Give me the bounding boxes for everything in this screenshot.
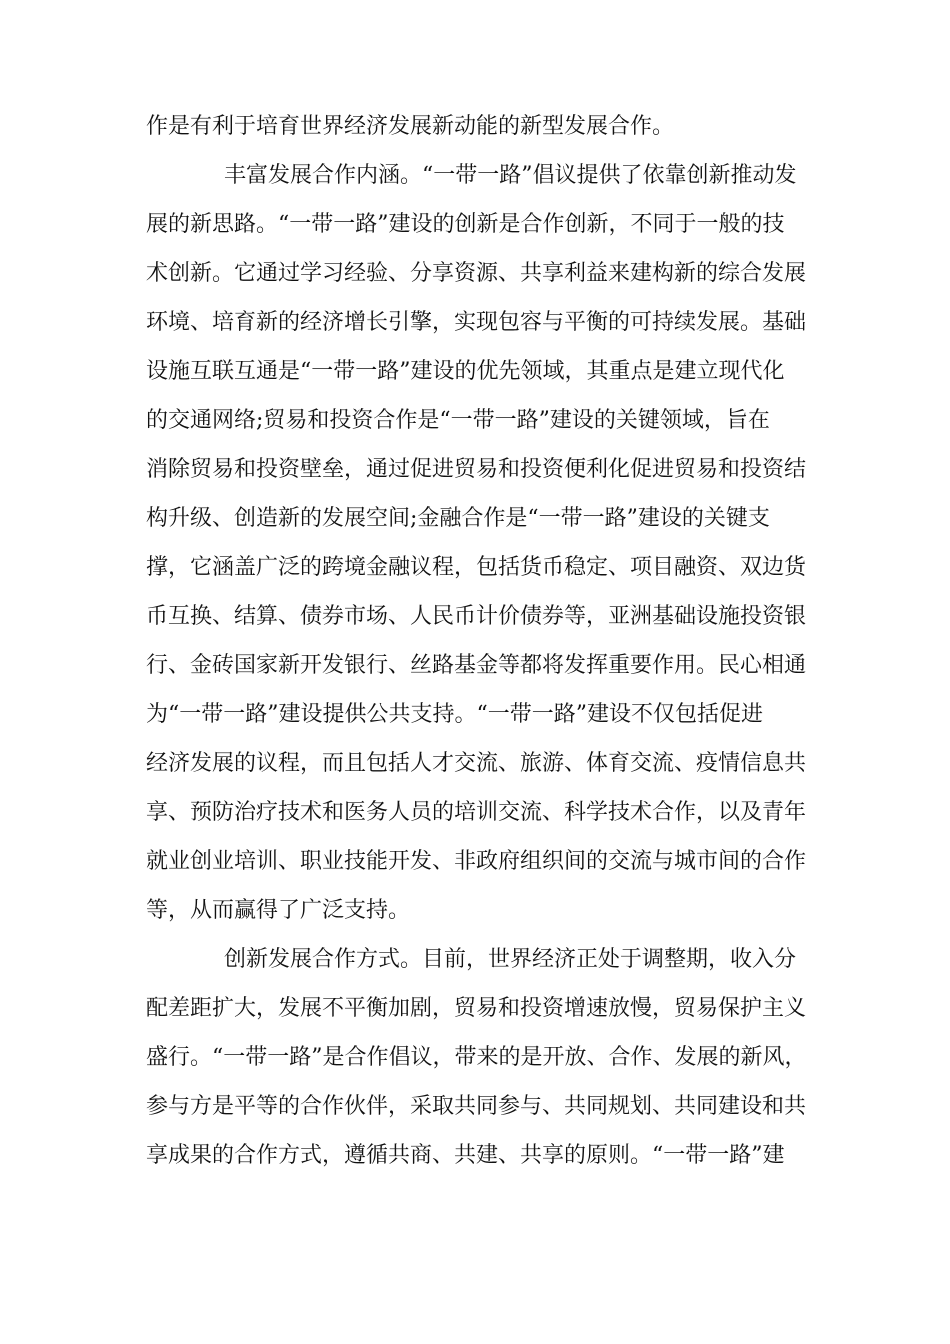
- text-line: 作是有利于培育世界经济发展新动能的新型发展合作。: [146, 114, 675, 139]
- text-line: 等，从而赢得了广泛支持。: [146, 898, 411, 923]
- paragraph-start-line: 丰富发展合作内涵。“一带一路”倡议提供了依靠创新推动发: [224, 163, 797, 188]
- text-line: 参与方是平等的合作伙伴，采取共同参与、共同规划、共同建设和共: [146, 1094, 807, 1119]
- text-line: 术创新。它通过学习经验、分享资源、共享利益来建构新的综合发展: [146, 261, 807, 286]
- text-line: 币互换、结算、债券市场、人民币计价债券等，亚洲基础设施投资银: [146, 604, 807, 629]
- paragraph-start-line: 创新发展合作方式。目前，世界经济正处于调整期，收入分: [224, 947, 797, 972]
- text-line: 的交通网络;贸易和投资合作是“一带一路”建设的关键领域，旨在: [146, 408, 770, 433]
- text-line: 撑，它涵盖广泛的跨境金融议程，包括货币稳定、项目融资、双边货: [146, 555, 807, 580]
- text-line: 享、预防治疗技术和医务人员的培训交流、科学技术合作，以及青年: [146, 800, 807, 825]
- text-line: 为“一带一路”建设提供公共支持。“一带一路”建设不仅包括促进: [146, 702, 763, 727]
- text-line: 就业创业培训、职业技能开发、非政府组织间的交流与城市间的合作: [146, 849, 807, 874]
- text-line: 行、金砖国家新开发银行、丝路基金等都将发挥重要作用。民心相通: [146, 653, 807, 678]
- body-text: [146, 102, 826, 1180]
- text-line: 构升级、创造新的发展空间;金融合作是“一带一路”建设的关键支: [146, 506, 770, 531]
- text-line: 环境、培育新的经济增长引擎，实现包容与平衡的可持续发展。基础: [146, 310, 807, 335]
- text-line: 消除贸易和投资壁垒，通过促进贸易和投资便利化促进贸易和投资结: [146, 457, 807, 482]
- text-line: 配差距扩大，发展不平衡加剧，贸易和投资增速放慢，贸易保护主义: [146, 996, 807, 1021]
- text-line: 享成果的合作方式，遵循共商、共建、共享的原则。“一带一路”建: [146, 1143, 785, 1168]
- text-line: 经济发展的议程，而且包括人才交流、旅游、体育交流、疫情信息共: [146, 751, 807, 776]
- text-line: 盛行。“一带一路”是合作倡议，带来的是开放、合作、发展的新风，: [146, 1045, 807, 1070]
- text-line: 展的新思路。“一带一路”建设的创新是合作创新，不同于一般的技: [146, 212, 785, 237]
- text-line: 设施互联互通是“一带一路”建设的优先领域，其重点是建立现代化: [146, 359, 785, 384]
